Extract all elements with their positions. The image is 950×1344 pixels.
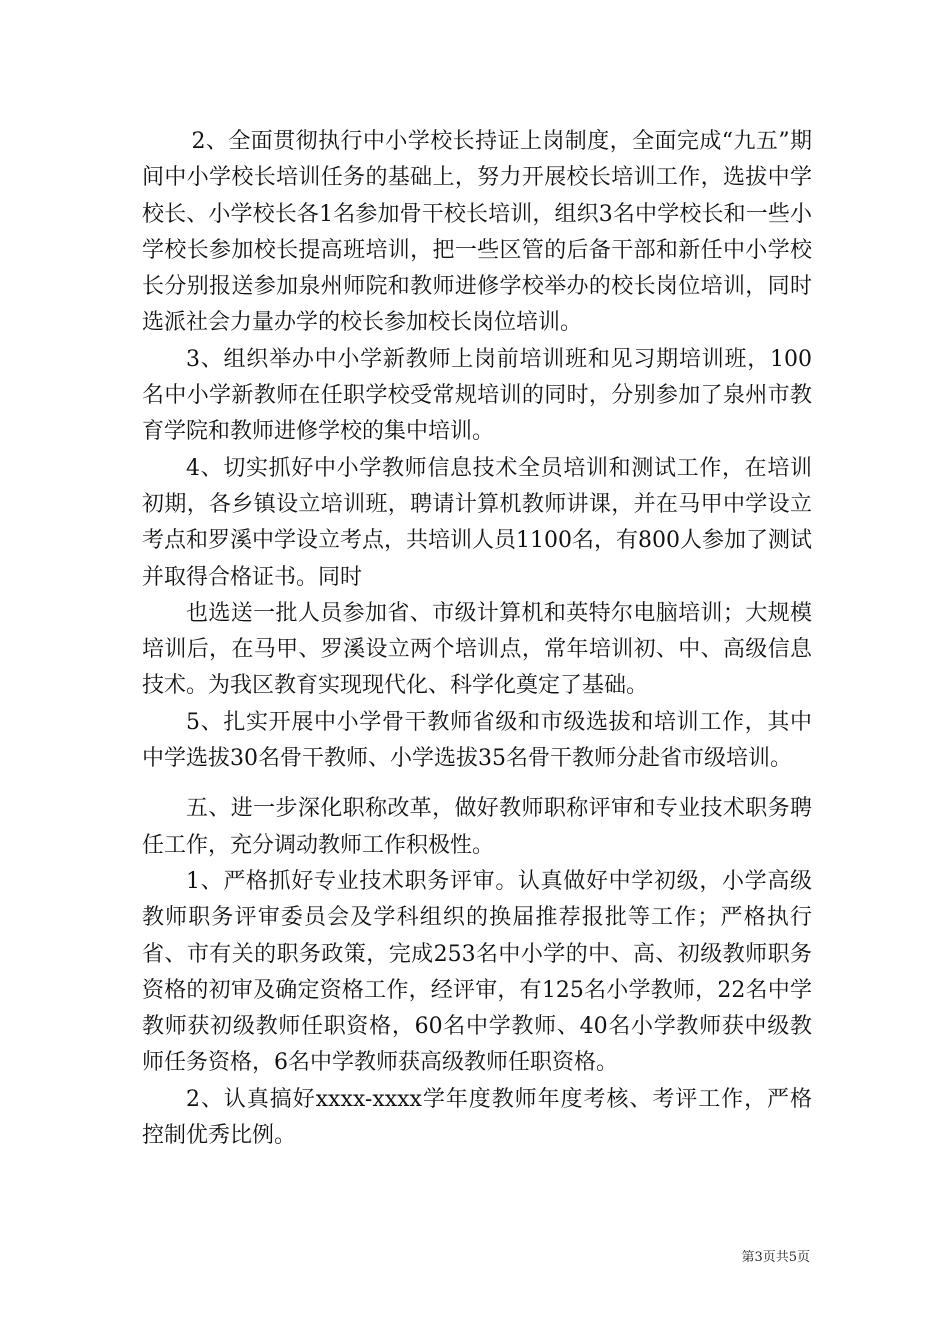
paragraph-key-teacher-training: 5、扎实开展中小学骨干教师省级和市级选拔和培训工作，其中中学选拔30名骨干教师、小学选拔35名骨干教师分赴省市级培训。 [142, 709, 812, 772]
paragraph-it-training-continued: 也选送一批人员参加省、市级计算机和英特尔电脑培训；大规模培训后，在马甲、罗溪设立两个培训点，常年培训初、中、高级信息技术。为我区教育实现现代化、科学化奠定了基础。 [142, 600, 812, 699]
paragraph-section-five-heading: 五、进一步深化职称改革，做好教师职称评审和专业技术职务聘任工作，充分调动教师工作积极性。 [142, 796, 812, 858]
document-body [142, 124, 812, 1154]
page-number: 第3页共5页 [741, 1250, 810, 1265]
paragraph-title-evaluation: 1、严格抓好专业技术职务评审。认真做好中学初级，小学高级教师职务评审委员会及学科组织的换届推荐报批等工作；严格执行省、市有关的职务政策，完成253名中小学的中、高、初级教师职务资格的初审及确定资格工作，经评审，有125名小学教师，22名中学教师获初级教师任职资格，60名中学教师、40名小学教师获中级教师任务资格，6名中学教师获高级教师任职资格。 [142, 868, 812, 1076]
paragraph-principal-training: 2、全面贯彻执行中小学校长持证上岗制度，全面完成“九五”期间中小学校长培训任务的基础上，努力开展校长培训工作，选拔中学校长、小学校长各1名参加骨干校长培训，组织3名中学校长和一些小学校长参加校长提高班培训，把一些区管的后备干部和新任中小学校长分别报送参加泉州师院和教师进修学校举办的校长岗位培训，同时选派社会力量办学的校长参加校长岗位培训。 [142, 129, 812, 336]
paragraph-new-teacher-training: 3、组织举办中小学新教师上岗前培训班和见习期培训班，100名中小学新教师在任职学校受常规培训的同时，分别参加了泉州市教育学院和教师进修学校的集中培训。 [142, 346, 812, 445]
paragraph-it-training: 4、切实抓好中小学教师信息技术全员培训和测试工作，在培训初期，各乡镇设立培训班，聘请计算机教师讲课，并在马甲中学设立考点和罗溪中学设立考点，共培训人员1100名，有800人参加了测试并取得合格证书。同时 [142, 455, 812, 590]
paragraph-annual-assessment: 2、认真搞好xxxx-xxxx学年度教师年度考核、考评工作，严格控制优秀比例。 [142, 1086, 812, 1149]
